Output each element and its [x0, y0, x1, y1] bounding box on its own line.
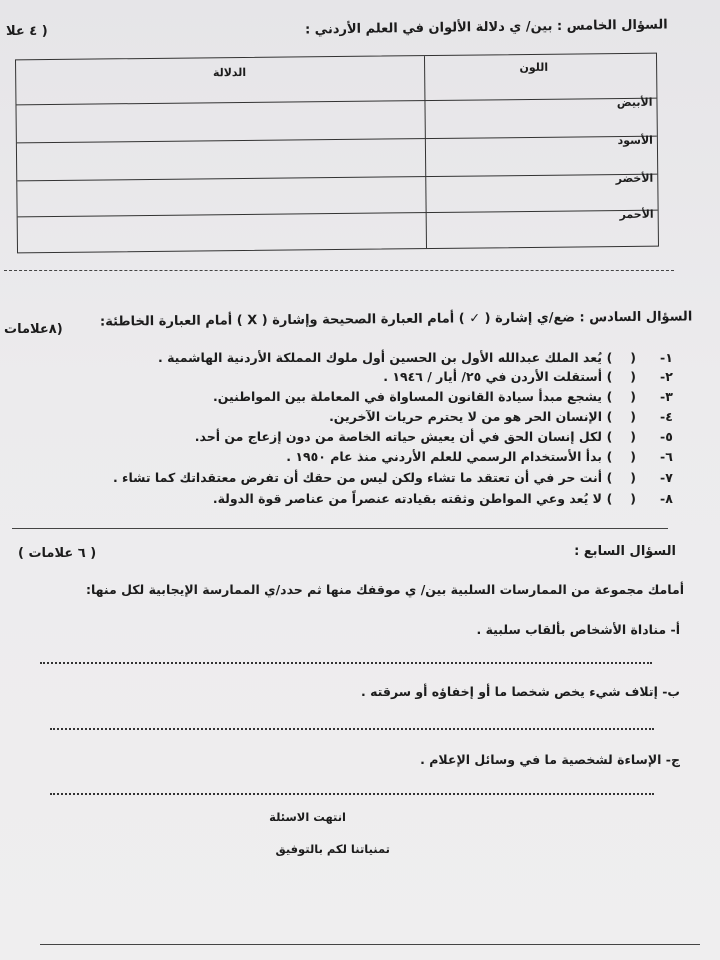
q6-title: السؤال السادس : ضع/ي إشارة ( ✓ ) أمام العبارة الصحيحة وإشارة ( X ) أمام العبارة الخاطئة: — [99, 309, 693, 330]
q5-marks: ( ٤ علا — [6, 24, 48, 39]
answer-blank[interactable]: () — [606, 491, 654, 506]
table-header-row — [16, 54, 656, 106]
list-item: -٥ () لكل إنسان الحق في أن يعيش حياته الخاصة من دون إزعاج من أحد. — [194, 429, 673, 444]
row-label-black: الأسود — [617, 133, 653, 148]
answer-blank[interactable]: () — [606, 350, 654, 365]
row-label-green: الأخضر — [615, 171, 654, 186]
q7-intro: أمامك مجموعة من الممارسات السلبية بين/ ي موقفك منها ثم حدد/ي الممارسة الإيجابية لكل منها: — [85, 582, 684, 597]
row-label-white: الأبيض — [616, 95, 653, 110]
list-item: -١ () يُعد الملك عبدالله الأول بن الحسين أول ملوك المملكة الأردنية الهاشمية . — [157, 350, 673, 365]
answer-line[interactable] — [50, 728, 654, 730]
q7-title: السؤال السابع : — [574, 544, 676, 559]
list-item: -٢ () أستقلت الأردن في ٢٥/ أيار / ١٩٤٦ . — [383, 369, 673, 384]
section-divider — [4, 270, 674, 271]
list-item: -٣ () يشجع مبدأ سيادة القانون المساواة في المعاملة بين المواطنين. — [213, 389, 673, 404]
q7-marks: ( ٦ علامات ) — [18, 546, 97, 561]
answer-blank[interactable]: () — [606, 429, 654, 444]
q7-item-a: أ- مناداة الأشخاص بألقاب سلبية . — [476, 622, 680, 637]
list-item: -٦ () بدأ الأستخدام الرسمي للعلم الأردني منذ عام ١٩٥٠ . — [286, 449, 673, 464]
header-color: اللون — [519, 60, 549, 75]
section-divider — [12, 528, 668, 529]
q7-item-c: ج- الإساءة لشخصية ما في وسائل الإعلام . — [420, 752, 680, 767]
good-luck-note: تمنياتنا لكم بالتوفيق — [275, 842, 390, 856]
answer-blank[interactable]: () — [606, 470, 654, 485]
answer-blank[interactable]: () — [606, 449, 654, 464]
page-bottom-line — [40, 944, 700, 945]
answer-blank[interactable]: () — [606, 389, 654, 404]
answer-line[interactable] — [50, 793, 654, 795]
table-row — [18, 207, 658, 252]
row-label-red: الأحمر — [619, 207, 654, 222]
list-item: -٨ () لا يُعد وعي المواطن وثقته بقيادته عنصراً من عناصر قوة الدولة. — [212, 491, 673, 506]
answer-line[interactable] — [40, 662, 652, 664]
q7-item-b: ب- إتلاف شيء يخص شخصا ما أو إخفاؤه أو سرقته . — [360, 684, 680, 699]
answer-blank[interactable]: () — [606, 369, 654, 384]
answer-blank[interactable]: () — [606, 409, 654, 424]
q5-title: السؤال الخامس : بين/ ي دلالة الألوان في العلم الأردني : — [305, 17, 669, 38]
colors-table — [15, 53, 659, 254]
end-of-questions: انتهت الاسئلة — [269, 810, 346, 824]
header-meaning: الدلالة — [212, 65, 247, 80]
list-item: -٧ () أنت حر في أن تعتقد ما تشاء ولكن ليس من حقك أن تفرض معتقداتك كما تشاء . — [112, 470, 673, 485]
q6-marks: (٨علامات — [4, 322, 63, 337]
list-item: -٤ () الإنسان الحر هو من لا يحترم حريات الآخرين. — [329, 409, 673, 424]
